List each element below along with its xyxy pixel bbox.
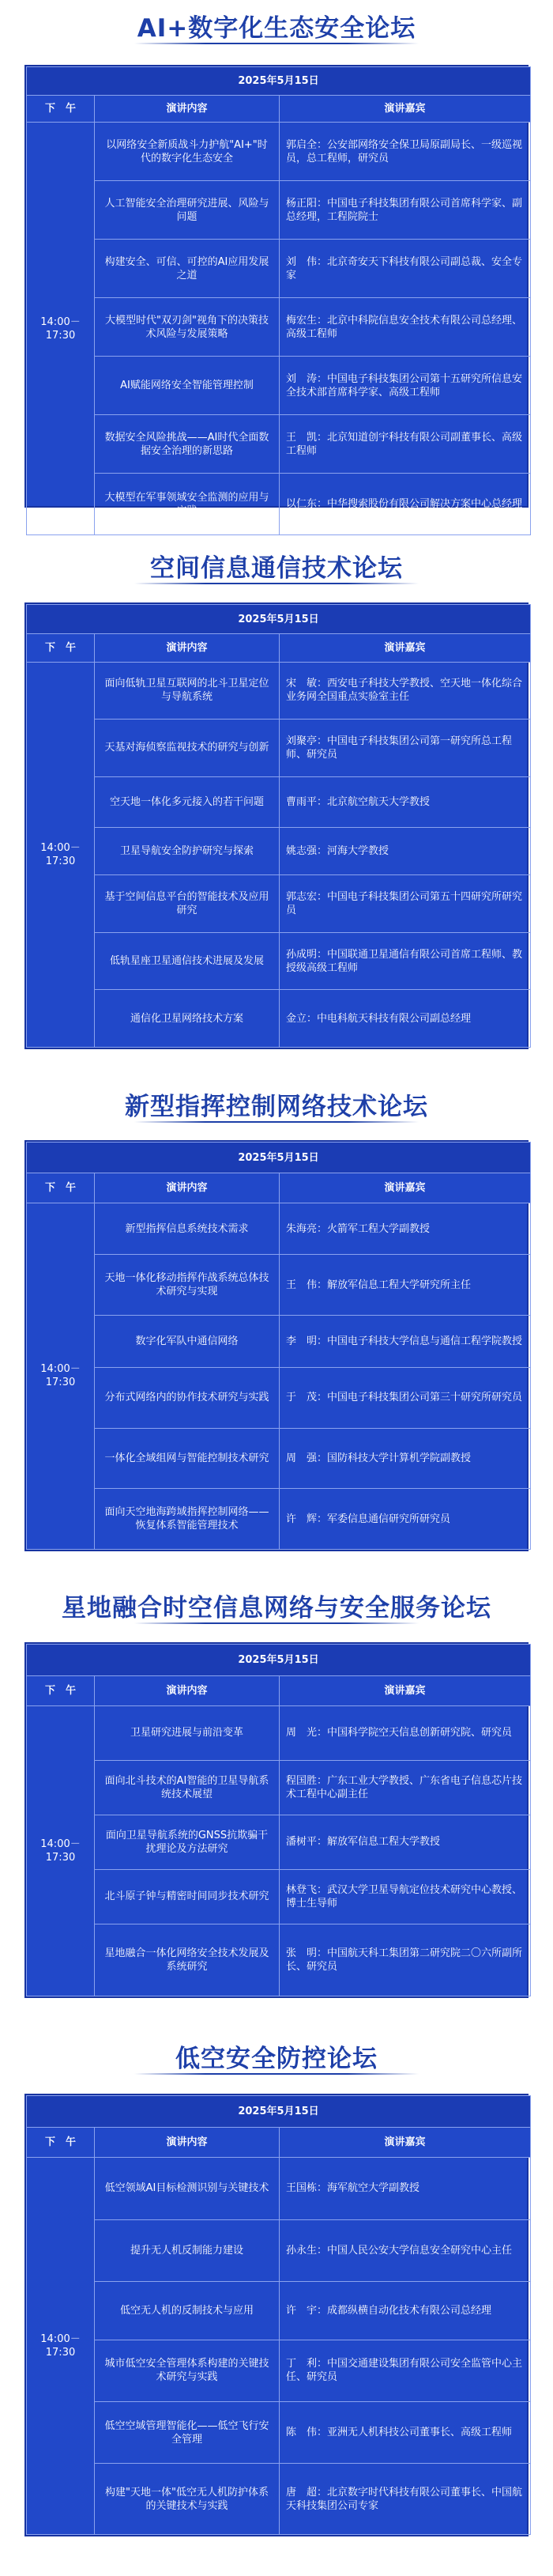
col-header-topic: 演讲内容 — [95, 96, 280, 123]
talk-speaker: 周 强：国防科技大学计算机学院副教授 — [280, 1428, 531, 1489]
header-row — [27, 2128, 531, 2158]
col-header-time: 下 午 — [27, 1676, 95, 1706]
date-row — [27, 1143, 531, 1173]
talk-speaker: 刘聚亭：中国电子科技集团公司第一研究所总工程师、研究员 — [280, 720, 531, 777]
session-time: 14:00－17:30 — [27, 123, 95, 535]
col-header-guest: 演讲嘉宾 — [280, 1173, 531, 1203]
forum-date: 2025年5月15日 — [27, 605, 531, 634]
table-row — [27, 2219, 531, 2281]
session-time: 14:00－17:30 — [27, 1203, 95, 1549]
talk-speaker: 孙永生：中国人民公安大学信息安全研究中心主任 — [280, 2219, 531, 2281]
schedule-panel — [24, 602, 529, 1049]
session-time: 14:00－17:30 — [27, 2158, 95, 2535]
talk-topic: 面向卫星导航系统的GNSS抗欺骗干扰理论及方法研究 — [95, 1815, 280, 1869]
table-row — [27, 2281, 531, 2340]
talk-speaker: 杨正阳：中国电子科技集团有限公司首席科学家、副总经理，工程院院士 — [280, 181, 531, 240]
talk-topic: 新型指挥信息系统技术需求 — [95, 1203, 280, 1255]
talk-topic: 分布式网络内的协作技术研究与实践 — [95, 1367, 280, 1428]
title-underline — [134, 2073, 419, 2075]
schedule-panel — [24, 1642, 529, 1998]
talk-topic: 低轨星座卫星通信技术进展及发展 — [95, 932, 280, 990]
col-header-topic: 演讲内容 — [95, 1173, 280, 1203]
table-row — [27, 720, 531, 777]
talk-topic: 面向天空地海跨域指挥控制网络——恢复体系智能管理技术 — [95, 1489, 280, 1550]
col-header-time: 下 午 — [27, 2128, 95, 2158]
forum-title — [0, 2032, 553, 2083]
talk-topic: 城市低空安全管理体系构建的关键技术研究与实践 — [95, 2340, 280, 2401]
talk-speaker: 陈 伟：亚洲无人机科技公司董事长、高级工程师 — [280, 2402, 531, 2464]
talk-speaker: 孙成明：中国联通卫星通信有限公司首席工程师、教授级高级工程师 — [280, 932, 531, 990]
table-row — [27, 2158, 531, 2219]
talk-topic: 天地一体化移动指挥作战系统总体技术研究与实现 — [95, 1255, 280, 1316]
forum-title — [0, 1581, 553, 1632]
table-row — [27, 415, 531, 474]
date-row — [27, 605, 531, 634]
talk-topic: 人工智能安全治理研究进展、风险与问题 — [95, 181, 280, 240]
table-row — [27, 1489, 531, 1550]
talk-speaker: 姚志强：河海大学教授 — [280, 828, 531, 875]
talk-topic: 低空领域AI目标检测识别与关键技术 — [95, 2158, 280, 2219]
title-underline — [134, 1622, 419, 1624]
header-row — [27, 1173, 531, 1203]
talk-topic: 卫星研究进展与前沿变革 — [95, 1705, 280, 1760]
talk-topic: 低空空域管理智能化——低空飞行安全管理 — [95, 2402, 280, 2464]
table-row — [27, 932, 531, 990]
schedule-panel — [24, 1140, 529, 1551]
session-time: 14:00－17:30 — [27, 1705, 95, 1996]
table-row — [27, 2464, 531, 2535]
talk-topic: 基于空间信息平台的智能技术及应用研究 — [95, 875, 280, 933]
talk-speaker: 张 明：中国航天科工集团第二研究院二〇六所副所长、研究员 — [280, 1924, 531, 1996]
col-header-time: 下 午 — [27, 1173, 95, 1203]
talk-speaker: 王 凯：北京知道创宇科技有限公司副董事长、高级工程师 — [280, 415, 531, 474]
talk-speaker: 郭志宏：中国电子科技集团公司第五十四研究所研究员 — [280, 875, 531, 933]
col-header-topic: 演讲内容 — [95, 634, 280, 662]
talk-topic: 天基对海侦察监视技术的研究与创新 — [95, 720, 280, 777]
talk-speaker: 李 明：中国电子科技大学信息与通信工程学院教授 — [280, 1316, 531, 1368]
table-row — [27, 1367, 531, 1428]
table-row — [27, 1924, 531, 1996]
forum-date: 2025年5月15日 — [27, 67, 531, 96]
talk-speaker: 潘树平：解放军信息工程大学教授 — [280, 1815, 531, 1869]
title-underline — [134, 1121, 419, 1123]
talk-topic: 卫星导航安全防护研究与探索 — [95, 828, 280, 875]
talk-speaker: 金立：中电科航天科技有限公司副总经理 — [280, 990, 531, 1048]
date-row — [27, 2096, 531, 2128]
date-row — [27, 67, 531, 96]
talk-speaker: 于 茂：中国电子科技集团公司第三十研究所研究员 — [280, 1367, 531, 1428]
talk-speaker: 许 宇：成都纵横自动化技术有限公司总经理 — [280, 2281, 531, 2340]
forum-title — [0, 2, 553, 52]
forum-title — [0, 1080, 553, 1131]
talk-speaker: 郭启全：公安部网络安全保卫局原副局长、一级巡视员，总工程师，研究员 — [280, 123, 531, 181]
talk-topic: 构建安全、可信、可控的AI应用发展之道 — [95, 240, 280, 298]
table-row — [27, 240, 531, 298]
col-header-guest: 演讲嘉宾 — [280, 96, 531, 123]
forum-title-text: AI+数字化生态安全论坛 — [137, 14, 416, 43]
talk-topic: 面向低轨卫星互联网的北斗卫星定位与导航系统 — [95, 662, 280, 720]
table-row — [27, 1869, 531, 1924]
talk-speaker: 梅宏生：北京中科院信息安全技术有限公司总经理、高级工程师 — [280, 298, 531, 357]
talk-speaker: 王 伟：解放军信息工程大学研究所主任 — [280, 1255, 531, 1316]
talk-speaker: 林登飞：武汉大学卫星导航定位技术研究中心教授、博士生导师 — [280, 1869, 531, 1924]
table-row — [27, 298, 531, 357]
schedule-table — [26, 1142, 531, 1550]
talk-speaker: 唐 超：北京数字时代科技有限公司董事长、中国航天科技集团公司专家 — [280, 2464, 531, 2535]
talk-speaker: 刘 涛：中国电子科技集团公司第十五研究所信息安全技术部首席科学家、高级工程师 — [280, 357, 531, 415]
talk-speaker: 周 光：中国科学院空天信息创新研究院、研究员 — [280, 1705, 531, 1760]
col-header-guest: 演讲嘉宾 — [280, 2128, 531, 2158]
table-row — [27, 1203, 531, 1255]
table-row — [27, 828, 531, 875]
header-row — [27, 96, 531, 123]
talk-speaker: 曹雨平：北京航空航天大学教授 — [280, 776, 531, 827]
table-row — [27, 357, 531, 415]
table-row — [27, 1815, 531, 1869]
talk-topic: 数据安全风险挑战——AI时代全面数据安全治理的新思路 — [95, 415, 280, 474]
schedule-table — [26, 604, 531, 1048]
forum-title-text: 空间信息通信技术论坛 — [150, 554, 403, 583]
forum-title — [0, 542, 553, 592]
schedule-table — [26, 2095, 531, 2535]
talk-topic: 大模型在军事领域安全监测的应用与实践 — [95, 474, 280, 535]
talk-topic: 一体化全域组网与智能控制技术研究 — [95, 1428, 280, 1489]
table-row — [27, 2340, 531, 2401]
forum-date: 2025年5月15日 — [27, 1645, 531, 1676]
col-header-guest: 演讲嘉宾 — [280, 634, 531, 662]
col-header-guest: 演讲嘉宾 — [280, 1676, 531, 1706]
table-row — [27, 662, 531, 720]
table-row — [27, 181, 531, 240]
table-row — [27, 1705, 531, 1760]
talk-topic: 星地融合一体化网络安全技术发展及系统研究 — [95, 1924, 280, 1996]
talk-topic: 面向北斗技术的AI智能的卫星导航系统技术展望 — [95, 1760, 280, 1815]
talk-topic: 构建"天地一体"低空无人机防护体系的关键技术与实践 — [95, 2464, 280, 2535]
forum-title-text: 星地融合时空信息网络与安全服务论坛 — [62, 1594, 491, 1622]
title-underline — [134, 43, 419, 44]
forum-title-text: 低空安全防控论坛 — [175, 2045, 378, 2073]
date-row — [27, 1645, 531, 1676]
talk-speaker: 许 辉：军委信息通信研究所研究员 — [280, 1489, 531, 1550]
talk-speaker: 以仁东：中华搜索股份有限公司解决方案中心总经理 — [280, 474, 531, 535]
forum-title-text: 新型指挥控制网络技术论坛 — [125, 1093, 428, 1121]
talk-speaker: 朱海亮：火箭军工程大学副教授 — [280, 1203, 531, 1255]
talk-topic: 空天地一体化多元接入的若干问题 — [95, 776, 280, 827]
schedule-panel — [24, 65, 529, 517]
table-row — [27, 776, 531, 827]
title-underline — [134, 583, 419, 584]
talk-topic: 北斗原子钟与精密时间同步技术研究 — [95, 1869, 280, 1924]
col-header-topic: 演讲内容 — [95, 2128, 280, 2158]
header-row — [27, 1676, 531, 1706]
schedule-panel — [24, 2094, 529, 2536]
talk-speaker: 刘 伟：北京奇安天下科技有限公司副总裁、安全专家 — [280, 240, 531, 298]
schedule-table — [26, 66, 531, 535]
col-header-time: 下 午 — [27, 634, 95, 662]
table-row — [27, 1316, 531, 1368]
talk-topic: 以网络安全新质战斗力护航"AI+"时代的数字化生态安全 — [95, 123, 280, 181]
table-row — [27, 990, 531, 1048]
table-row — [27, 2402, 531, 2464]
talk-speaker: 王国栋：海军航空大学副教授 — [280, 2158, 531, 2219]
talk-speaker: 宋 敏：西安电子科技大学教授、空天地一体化综合业务网全国重点实验室主任 — [280, 662, 531, 720]
schedule-table — [26, 1644, 531, 1996]
col-header-topic: 演讲内容 — [95, 1676, 280, 1706]
table-row — [27, 1255, 531, 1316]
table-row — [27, 474, 531, 535]
talk-speaker: 丁 利：中国交通建设集团有限公司安全监管中心主任、研究员 — [280, 2340, 531, 2401]
forum-date: 2025年5月15日 — [27, 1143, 531, 1173]
talk-topic: AI赋能网络安全智能管理控制 — [95, 357, 280, 415]
talk-topic: 大模型时代"双刃剑"视角下的决策技术风险与发展策略 — [95, 298, 280, 357]
talk-topic: 提升无人机反制能力建设 — [95, 2219, 280, 2281]
talk-topic: 低空无人机的反制技术与应用 — [95, 2281, 280, 2340]
table-row — [27, 1760, 531, 1815]
col-header-time: 下 午 — [27, 96, 95, 123]
table-row — [27, 1428, 531, 1489]
header-row — [27, 634, 531, 662]
talk-topic: 数字化军队中通信网络 — [95, 1316, 280, 1368]
session-time: 14:00－17:30 — [27, 662, 95, 1047]
table-row — [27, 875, 531, 933]
talk-speaker: 程国胜：广东工业大学教授、广东省电子信息芯片技术工程中心副主任 — [280, 1760, 531, 1815]
table-row — [27, 123, 531, 181]
talk-topic: 通信化卫星网络技术方案 — [95, 990, 280, 1048]
forum-date: 2025年5月15日 — [27, 2096, 531, 2128]
